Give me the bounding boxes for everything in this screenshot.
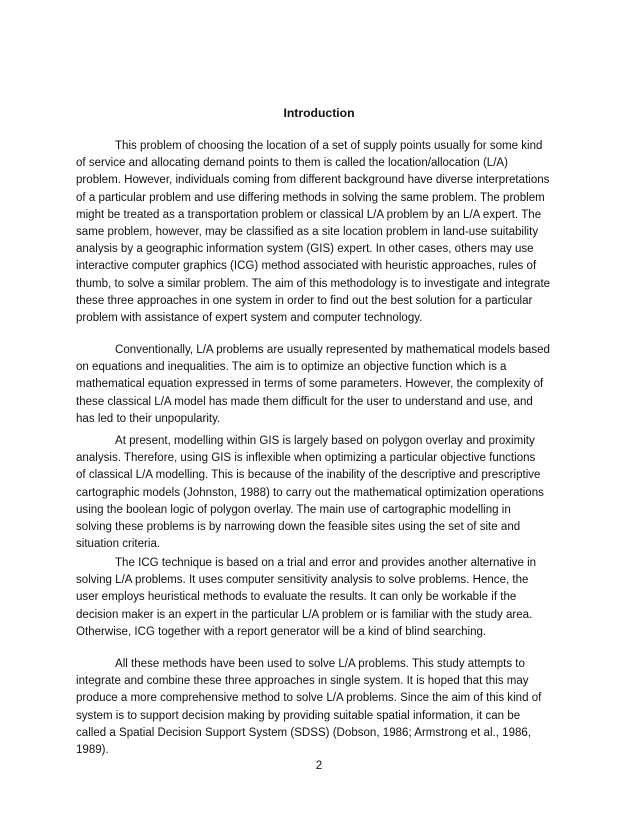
page-number: 2 [315, 760, 323, 772]
paragraph-line: interactive computer graphics (ICG) method associated with heuristic approaches, rules of [76, 260, 537, 273]
paragraph-3 [76, 433, 554, 553]
paragraph-line: using the boolean logic of polygon overlay. The main use of cartographic modelling in [76, 503, 511, 516]
paragraph-line: The ICG technique is based on a trial and error and provides another alternative in [115, 557, 537, 569]
paragraph-line: integrate and combine these three approaches in single system. It is hoped that this may [76, 675, 529, 688]
paragraph-line: on equations and inequalities. The aim is to optimize an objective function which is a [76, 361, 507, 374]
paragraph-line: decision maker is an expert in the particular L/A problem or is familiar with the study area. [76, 608, 533, 621]
paragraph-line: situation criteria. [76, 538, 161, 551]
paragraph-line: thumb, to solve a similar problem. The aim of this methodology is to investigate and integrate [76, 277, 551, 290]
paragraph-line: All these methods have been used to solve L/A problems. This study attempts to [115, 658, 525, 670]
paragraph-line: user employs heuristical methods to evaluate the results. It can only be workable if the [76, 591, 517, 604]
paragraph-line: analysis. Therefore, using GIS is inflexible when optimizing a particular objective functions [76, 452, 536, 465]
paragraph-line: might be treated as a transportation problem or classical L/A problem by an L/A expert. The [76, 208, 542, 221]
paragraph-line: solving L/A problems. It uses computer sensitivity analysis to solve problems. Hence, the [76, 574, 529, 587]
section-heading: Introduction [283, 106, 355, 120]
paragraph-line: problem with assistance of expert system and computer technology. [76, 311, 423, 324]
paragraph-line: of a particular problem and use differing methods in solving the same problem. The problem [76, 191, 545, 204]
paragraph-line: problem. However, individuals coming from different background have diverse interpretations [76, 174, 550, 187]
paragraph-line: called a Spatial Decision Support System (SDSS) (Dobson, 1986; Armstrong et al., 1986, [76, 726, 532, 739]
paragraph-line: these three approaches in one system in order to find out the best solution for a particular [76, 294, 533, 307]
paragraph-line: At present, modelling within GIS is largely based on polygon overlay and proximity [115, 435, 535, 447]
paragraph-line: Otherwise, ICG together with a report generator will be a kind of blind searching. [76, 625, 487, 638]
paragraph-2 [76, 342, 554, 428]
paragraph-line: solving these problems is by narrowing down the feasible sites using the set of site and [76, 520, 521, 533]
paragraph-line: 1989). [76, 743, 109, 756]
paragraph-line: system is to support decision making by providing suitable spatial information, it can be [76, 709, 521, 722]
paragraph-5 [76, 656, 554, 759]
paragraph-line: This problem of choosing the location of a set of supply points usually for some kind [115, 140, 543, 152]
paragraph-4 [76, 555, 554, 641]
paragraph-line: produce a more comprehensive method to solve L/A problems. Since the aim of this kind of [76, 692, 542, 705]
paragraph-line: cartographic models (Johnston, 1988) to carry out the mathematical optimization operations [76, 486, 544, 499]
paragraph-line: analysis by a geographic information system (GIS) expert. In other cases, others may use [76, 243, 534, 256]
paragraph-line: has led to their unpopularity. [76, 412, 221, 425]
paragraph-line: same problem, however, may be classified as a site location problem in land-use suitability [76, 225, 539, 238]
paragraph-line: these classical L/A model has made them difficult for the user to understand and use, and [76, 395, 533, 408]
paragraph-line: Conventionally, L/A problems are usually represented by mathematical models based [115, 344, 550, 356]
paragraph-1 [76, 138, 554, 327]
paragraph-line: mathematical equation expressed in terms of some parameters. However, the complexity of [76, 378, 544, 391]
paragraph-line: of classical L/A modelling. This is because of the inability of the descriptive and prescriptive [76, 469, 541, 482]
paragraph-line: of service and allocating demand points to them is called the location/allocation (L/A) [76, 157, 508, 170]
